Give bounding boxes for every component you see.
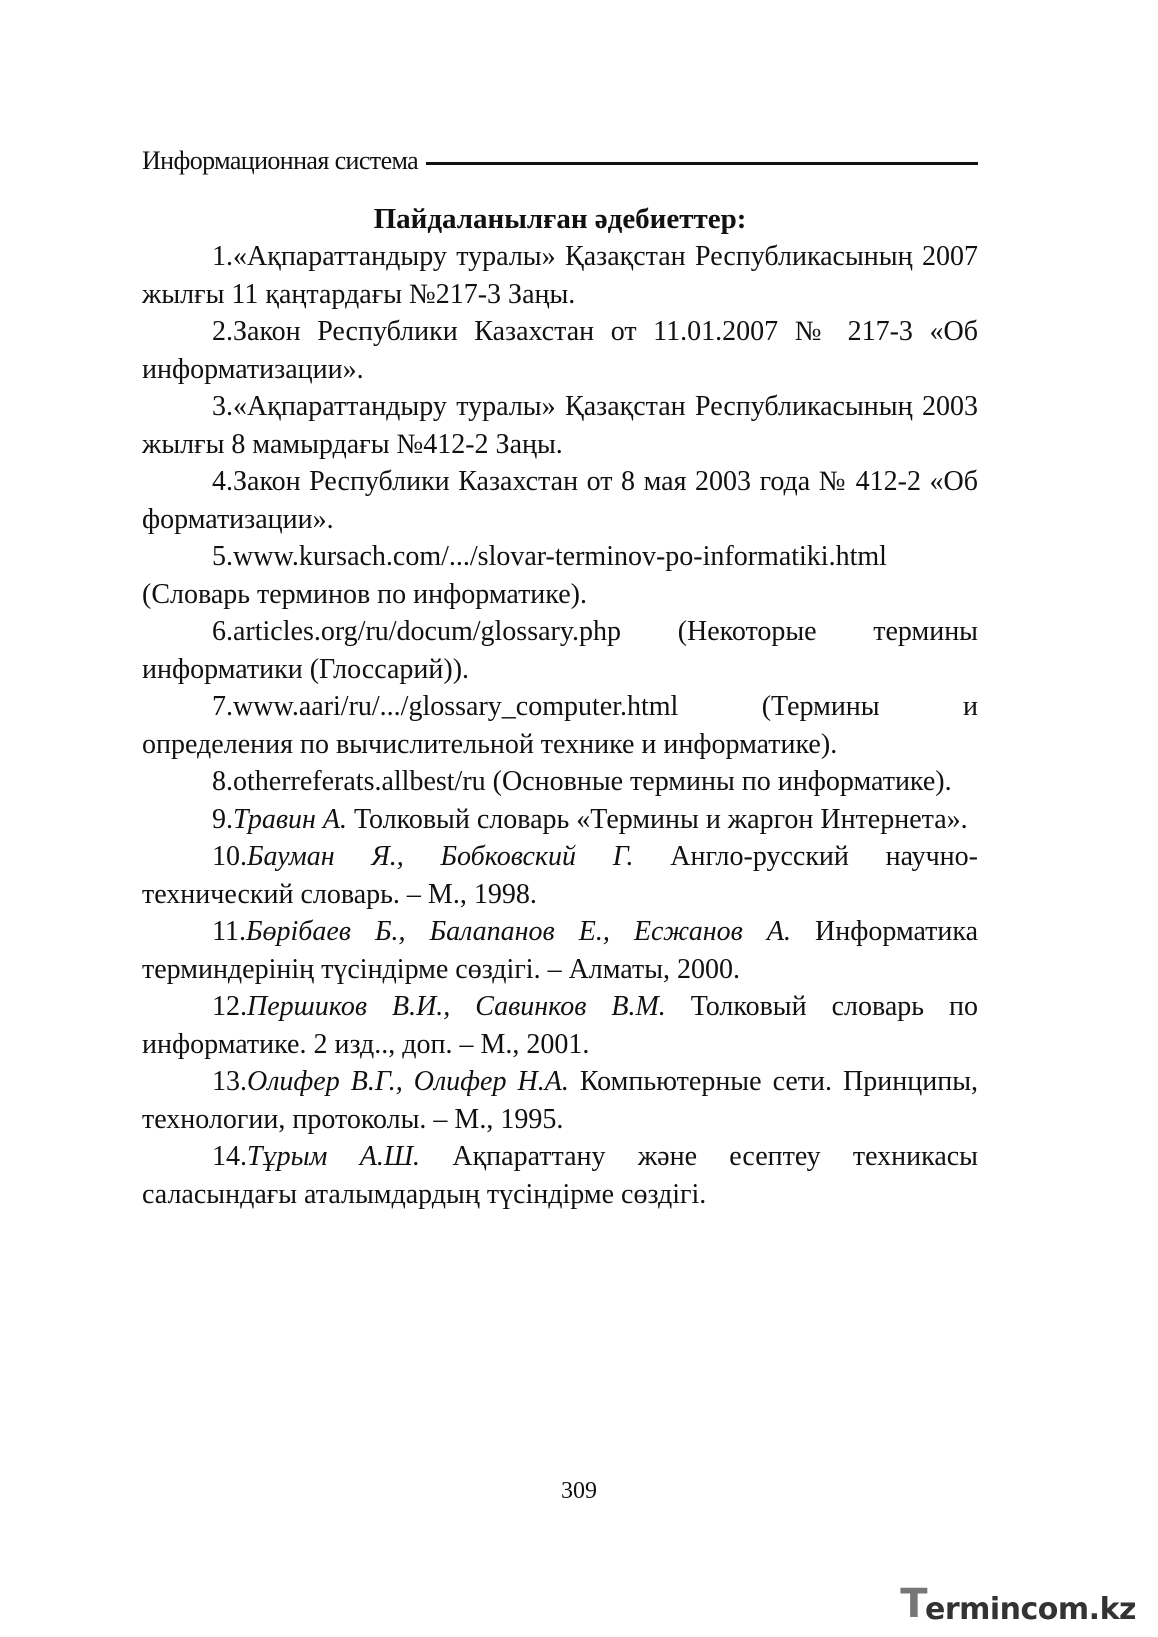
reference-item <box>142 913 978 988</box>
reference-number: 6. <box>212 616 233 647</box>
reference-text: Толковый словарь «Термины и жаргон Интернета». <box>354 803 968 835</box>
reference-number: 10. <box>212 841 247 872</box>
reference-author: Бауман Я., Бобковский Г. <box>247 841 634 872</box>
reference-number: 8. <box>212 766 233 797</box>
reference-item <box>142 313 978 388</box>
reference-number: 5. <box>212 541 233 572</box>
reference-item <box>142 388 978 463</box>
reference-text: otherreferats.allbest/ru (Основные термины по информатике). <box>233 766 952 797</box>
reference-number: 4. <box>212 466 233 497</box>
reference-text: Толковый словарь по информатике. 2 изд.., доп. – М., 2001. <box>142 991 979 1060</box>
page-number: 309 <box>561 1478 597 1504</box>
reference-item <box>142 238 978 313</box>
reference-number: 14. <box>212 1141 247 1172</box>
reference-text: Компьютерные сети. Принципы, технологии, протоколы. – М., 1995. <box>142 1066 978 1135</box>
reference-text: Закон Республики Казахстан от 11.01.2007 № 217-3 «Об информатизации». <box>142 316 978 385</box>
reference-number: 12. <box>212 991 247 1022</box>
reference-number: 9. <box>212 803 233 835</box>
reference-item <box>142 1138 978 1213</box>
reference-author: Першиков В.И., Савинков В.М. <box>247 991 666 1022</box>
reference-text: Информатика терминдерінің түсіндірме сөздігі. – Алматы, 2000. <box>142 916 978 985</box>
reference-number: 13. <box>212 1066 247 1097</box>
reference-text: «Ақпараттандыру туралы» Қазақстан Республикасының 2003 жылғы 8 мамырдағы №412-2 Заңы. <box>142 391 978 460</box>
reference-number: 1. <box>212 241 233 272</box>
reference-item <box>142 688 978 763</box>
section-title: Пайдаланылған әдебиеттер: <box>373 203 747 235</box>
reference-text: www.aari/ru/.../glossary_computer.html (Термины и определения по вычислительной технике и информатике). <box>142 691 978 760</box>
running-header-title: Информационная система <box>142 146 419 175</box>
reference-item <box>142 763 978 801</box>
reference-number: 2. <box>212 316 233 347</box>
reference-text: Англо-русский научно-технический словарь. – М., 1998. <box>142 841 978 910</box>
reference-author: Травин А. <box>233 803 348 835</box>
reference-number: 7. <box>212 691 233 722</box>
header-rule <box>426 162 978 165</box>
reference-item <box>142 613 978 688</box>
reference-item <box>142 801 978 839</box>
reference-number: 3. <box>212 391 233 422</box>
reference-item <box>142 838 978 913</box>
reference-item <box>142 463 978 538</box>
reference-number: 11. <box>212 916 246 947</box>
reference-author: Олифер В.Г., Олифер Н.А. <box>247 1066 569 1097</box>
reference-text: «Ақпараттандыру туралы» Қазақстан Республикасының 2007 жылғы 11 қаңтардағы №217-3 Заңы. <box>142 241 978 310</box>
reference-text: Ақпараттану және есептеу техникасы саласындағы аталымдардың түсіндірме сөздігі. <box>142 1141 978 1210</box>
reference-list <box>142 238 978 1213</box>
watermark-logo <box>900 1581 1136 1627</box>
watermark-text: ermincom.kz <box>924 1592 1136 1627</box>
reference-author: Тұрым А.Ш. <box>247 1141 421 1172</box>
reference-text: Закон Республики Казахстан от 8 мая 2003 года № 412-2 «Об форматизации». <box>142 466 978 535</box>
reference-text: www.kursach.com/.../slovar-terminov-po-informatiki.html (Словарь терминов по информатике). <box>142 541 887 610</box>
reference-item <box>142 988 978 1063</box>
reference-item <box>142 1063 978 1138</box>
reference-text: articles.org/ru/docum/glossary.php (Некоторые термины информатики (Глоссарий)). <box>142 616 978 685</box>
reference-item <box>142 538 978 613</box>
running-header <box>142 146 978 176</box>
reference-author: Бөрібаев Б., Балапанов Е., Есжанов А. <box>245 916 791 947</box>
watermark-first-letter: T <box>900 1581 927 1627</box>
